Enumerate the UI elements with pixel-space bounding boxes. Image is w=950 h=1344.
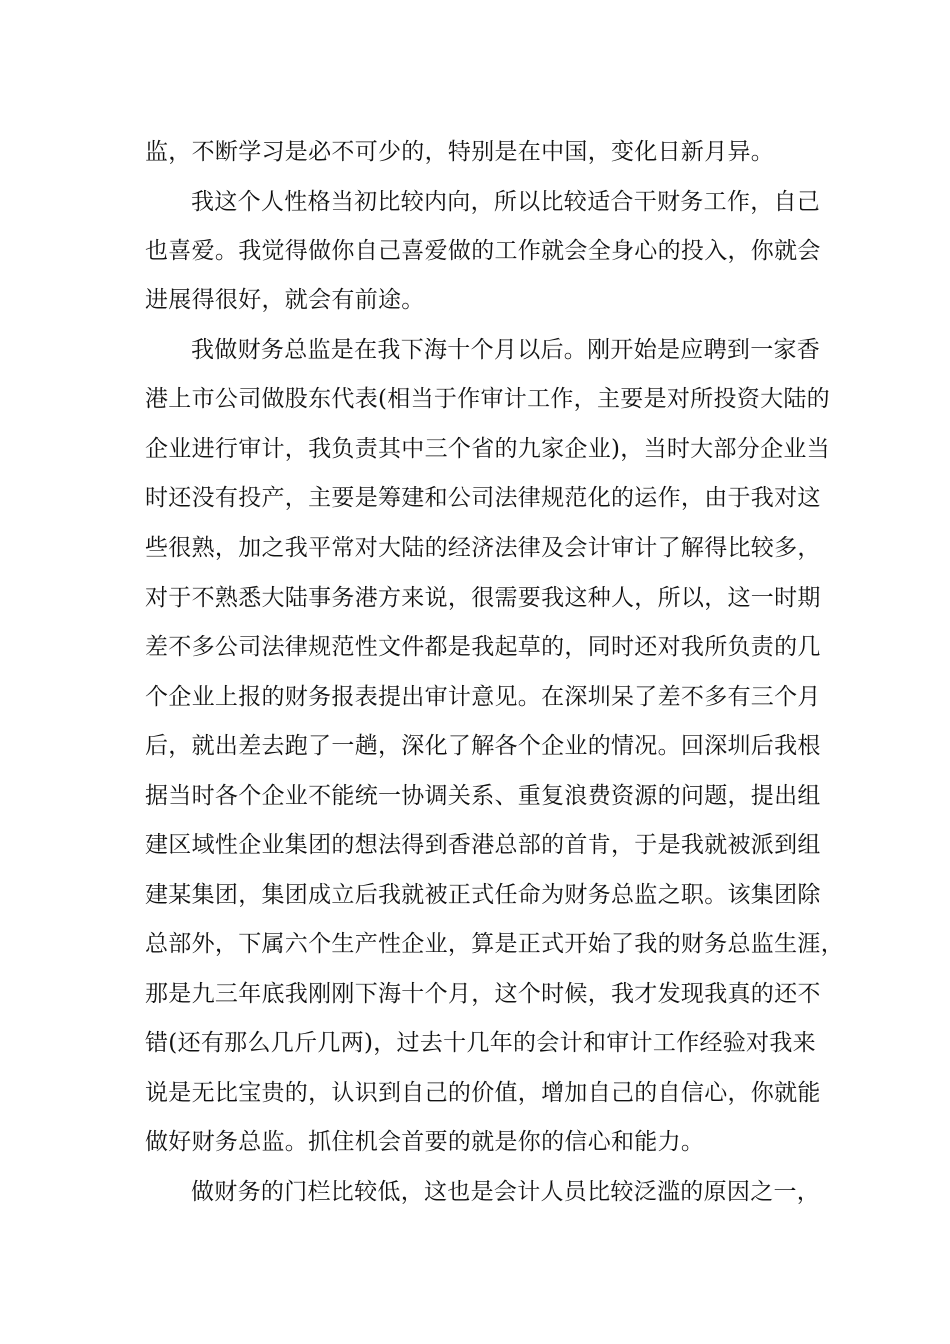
text-line-2: 我这个人性格当初比较内向，所以比较适合干财务工作，自己 <box>191 189 821 215</box>
text-line-22: 做财务的门栏比较低，这也是会计人员比较泛滥的原因之一， <box>191 1179 821 1205</box>
text-line-19: 错(还有那么几斤几两)，过去十几年的会计和审计工作经验对我来 <box>145 1030 816 1056</box>
text-line-8: 时还没有投产，主要是筹建和公司法律规范化的运作，由于我对这 <box>145 485 821 511</box>
text-line-15: 建区域性企业集团的想法得到香港总部的首肯，于是我就被派到组 <box>145 832 821 858</box>
text-line-7: 企业进行审计，我负责其中三个省的九家企业)，当时大部分企业当 <box>145 436 830 462</box>
text-line-17: 总部外，下属六个生产性企业，算是正式开始了我的财务总监生涯， <box>145 931 844 957</box>
text-line-18: 那是九三年底我刚刚下海十个月，这个时候，我才发现我真的还不 <box>145 981 821 1007</box>
text-line-11: 差不多公司法律规范性文件都是我起草的，同时还对我所负责的几 <box>145 634 821 660</box>
text-line-1: 监，不断学习是必不可少的，特别是在中国，变化日新月异。 <box>145 139 775 165</box>
text-line-20: 说是无比宝贵的，认识到自己的价值，增加自己的自信心，你就能 <box>145 1080 821 1106</box>
text-line-10: 对于不熟悉大陆事务港方来说，很需要我这种人，所以，这一时期 <box>145 585 821 611</box>
text-line-3: 也喜爱。我觉得做你自己喜爱做的工作就会全身心的投入，你就会 <box>145 238 821 264</box>
text-line-6: 港上市公司做股东代表(相当于作审计工作，主要是对所投资大陆的 <box>145 386 830 412</box>
text-line-14: 据当时各个企业不能统一协调关系、重复浪费资源的问题，提出组 <box>145 783 821 809</box>
text-line-4: 进展得很好，就会有前途。 <box>145 287 425 313</box>
text-line-12: 个企业上报的财务报表提出审计意见。在深圳呆了差不多有三个月 <box>145 684 821 710</box>
text-line-9: 些很熟，加之我平常对大陆的经济法律及会计审计了解得比较多， <box>145 535 821 561</box>
text-line-5: 我做财务总监是在我下海十个月以后。刚开始是应聘到一家香 <box>191 337 821 363</box>
text-line-21: 做好财务总监。抓住机会首要的就是你的信心和能力。 <box>145 1129 705 1155</box>
text-line-13: 后，就出差去跑了一趟，深化了解各个企业的情况。回深圳后我根 <box>145 733 821 759</box>
text-line-16: 建某集团，集团成立后我就被正式任命为财务总监之职。该集团除 <box>145 882 821 908</box>
